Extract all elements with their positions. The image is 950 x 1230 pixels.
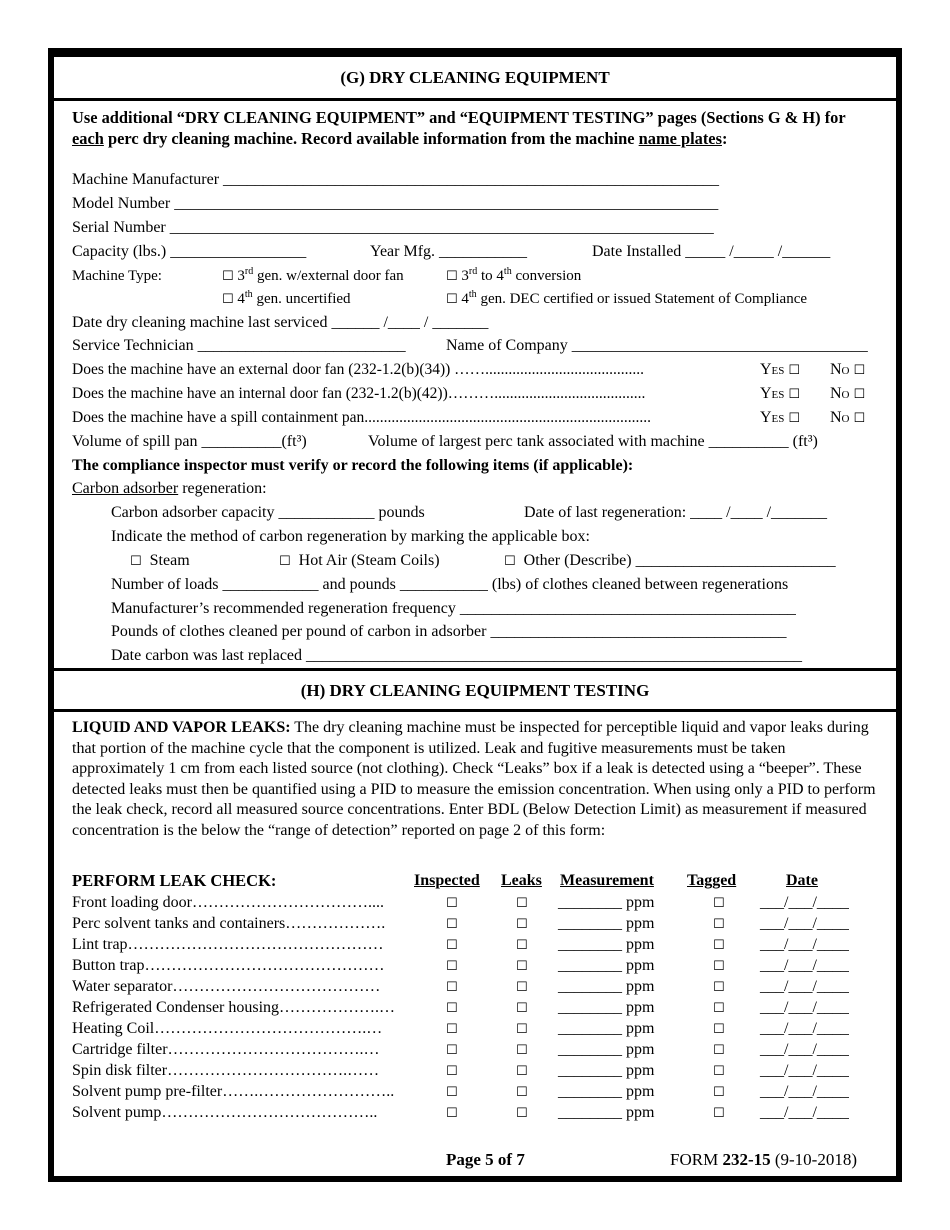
tagged-checkbox-icon[interactable]: ☐ (713, 980, 725, 995)
leaks-checkbox-icon[interactable]: ☐ (516, 1022, 528, 1037)
date-field[interactable]: ___/___/____ (760, 915, 849, 932)
leak-row-label: Front loading door…………………………….... (72, 894, 384, 911)
checkbox-icon[interactable]: ☐ (130, 554, 142, 569)
inspector-heading: The compliance inspector must verify or record the following items (if applicable): (72, 457, 634, 474)
col-date: Date (786, 872, 818, 889)
col-leaks: Leaks (501, 872, 542, 889)
date-installed-field[interactable]: Date Installed _____ /_____ /______ (592, 243, 831, 260)
date-field[interactable]: ___/___/____ (760, 1083, 849, 1100)
leaks-checkbox-icon[interactable]: ☐ (516, 938, 528, 953)
checkbox-icon[interactable]: ☐ (788, 411, 801, 426)
external-fan-yes[interactable] (760, 360, 800, 381)
machine-type-4th-dec[interactable] (446, 289, 807, 310)
year-mfg-field[interactable]: Year Mfg. ___________ (370, 243, 528, 260)
question-spill-pan: Does the machine have a spill containment pan.......................................................................... (72, 409, 652, 426)
checkbox-icon[interactable]: ☐ (788, 363, 801, 378)
date-field[interactable]: ___/___/____ (760, 1020, 849, 1037)
date-field[interactable]: ___/___/____ (760, 936, 849, 953)
volume-perc-tank-field[interactable]: Volume of largest perc tank associated with machine __________ (ft³) (368, 433, 818, 450)
yes-label: Yes (760, 385, 785, 402)
col-tagged: Tagged (687, 872, 737, 889)
checkbox-icon[interactable]: ☐ (853, 363, 866, 378)
checkbox-icon[interactable]: ☐ (222, 269, 234, 284)
measurement-field[interactable]: ________ ppm (558, 1020, 655, 1037)
date-field[interactable]: ___/___/____ (760, 894, 849, 911)
other-label: Other (Describe) _________________________ (523, 552, 836, 569)
leak-row-label: Spin disk filter…………………………….…… (72, 1062, 380, 1079)
leak-row-label: Cartridge filter……………………………….… (72, 1041, 380, 1058)
section-h-title: (H) DRY CLEANING EQUIPMENT TESTING (300, 681, 650, 700)
tagged-checkbox-icon[interactable]: ☐ (713, 1085, 725, 1100)
page-number: Page 5 of 7 (446, 1150, 525, 1169)
leaks-checkbox-icon[interactable]: ☐ (516, 1001, 528, 1016)
checkbox-icon[interactable]: ☐ (279, 554, 291, 569)
service-technician-field[interactable]: Service Technician __________________________ (72, 337, 406, 354)
measurement-field[interactable]: ________ ppm (558, 915, 655, 932)
tagged-checkbox-icon[interactable]: ☐ (713, 1001, 725, 1016)
internal-fan-no[interactable] (830, 384, 865, 405)
leak-row-label: Perc solvent tanks and containers………………. (72, 915, 386, 932)
date-carbon-replaced-field[interactable]: Date carbon was last replaced ______________________________________________________________ (111, 647, 803, 664)
yes-label: Yes (760, 361, 785, 378)
checkbox-icon[interactable]: ☐ (853, 411, 866, 426)
leaks-checkbox-icon[interactable]: ☐ (516, 1106, 528, 1121)
section-g-instructions: Use additional “DRY CLEANING EQUIPMENT” and “EQUIPMENT TESTING” pages (Sections G & H) for each perc dry cleaning machine. Record available information from the machine name plates: (72, 108, 846, 148)
inspected-checkbox-icon[interactable]: ☐ (446, 1085, 458, 1100)
leak-row-label: Heating Coil………………………………….… (72, 1020, 383, 1037)
tagged-checkbox-icon[interactable]: ☐ (713, 1043, 725, 1058)
yes-label: Yes (760, 409, 785, 426)
inspected-checkbox-icon[interactable]: ☐ (446, 1022, 458, 1037)
measurement-field[interactable]: ________ ppm (558, 936, 655, 953)
spill-pan-no[interactable] (830, 408, 865, 429)
machine-type-3rd-external[interactable] (222, 266, 404, 287)
measurement-field[interactable]: ________ ppm (558, 1041, 655, 1058)
date-last-serviced-field[interactable]: Date dry cleaning machine last serviced ______ /____ / _______ (72, 314, 489, 331)
tagged-checkbox-icon[interactable]: ☐ (713, 1064, 725, 1079)
leak-row-label: Refrigerated Condenser housing……………….… (72, 999, 396, 1016)
option-steam[interactable] (130, 551, 190, 572)
tagged-checkbox-icon[interactable]: ☐ (713, 1106, 725, 1121)
model-number-field[interactable]: Model Number ____________________________________________________________________ (72, 195, 719, 212)
machine-type-3rd-to-4th[interactable] (446, 266, 581, 287)
hot-air-label: Hot Air (Steam Coils) (298, 552, 440, 569)
regeneration-method-instructions: Indicate the method of carbon regeneration by marking the applicable box: (111, 528, 590, 545)
capacity-field[interactable]: Capacity (lbs.) _________________ (72, 243, 307, 260)
top-rule (54, 54, 896, 57)
spill-pan-yes[interactable] (760, 408, 800, 429)
carbon-adsorber-heading: Carbon adsorber regeneration: (72, 480, 267, 497)
mt-4th-dec-label: 4th gen. DEC certified or issued Statement of Compliance (461, 289, 808, 307)
inspected-checkbox-icon[interactable]: ☐ (446, 980, 458, 995)
inspected-checkbox-icon[interactable]: ☐ (446, 1106, 458, 1121)
leaks-checkbox-icon[interactable]: ☐ (516, 896, 528, 911)
serial-number-field[interactable]: Serial Number ____________________________________________________________________ (72, 219, 714, 236)
form-id: FORM 232-15 (9-10-2018) (670, 1150, 858, 1169)
leak-row-label: Solvent pump pre-filter…….…………………….. (72, 1083, 395, 1100)
leak-row-label: Lint trap………………………………………… (72, 936, 384, 953)
option-other[interactable] (504, 551, 836, 572)
number-of-loads-field[interactable]: Number of loads ____________ and pounds ___________ (lbs) of clothes cleaned between regenerations (111, 576, 789, 593)
no-label: No (830, 361, 850, 378)
inspected-checkbox-icon[interactable]: ☐ (446, 896, 458, 911)
date-field[interactable]: ___/___/____ (760, 978, 849, 995)
checkbox-icon[interactable]: ☐ (853, 387, 866, 402)
tagged-checkbox-icon[interactable]: ☐ (713, 959, 725, 974)
section-g-rule (54, 98, 896, 101)
date-field[interactable]: ___/___/____ (760, 1062, 849, 1079)
name-of-company-field[interactable]: Name of Company _____________________________________ (446, 337, 868, 354)
leaks-checkbox-icon[interactable]: ☐ (516, 980, 528, 995)
leaks-checkbox-icon[interactable]: ☐ (516, 1085, 528, 1100)
checkbox-icon[interactable]: ☐ (446, 269, 458, 284)
tagged-checkbox-icon[interactable]: ☐ (713, 938, 725, 953)
checkbox-icon[interactable]: ☐ (446, 292, 458, 307)
inspected-checkbox-icon[interactable]: ☐ (446, 1064, 458, 1079)
tagged-checkbox-icon[interactable]: ☐ (713, 896, 725, 911)
leaks-checkbox-icon[interactable]: ☐ (516, 1064, 528, 1079)
leaks-checkbox-icon[interactable]: ☐ (516, 959, 528, 974)
measurement-field[interactable]: ________ ppm (558, 1083, 655, 1100)
tagged-checkbox-icon[interactable]: ☐ (713, 917, 725, 932)
measurement-field[interactable]: ________ ppm (558, 999, 655, 1016)
measurement-field[interactable]: ________ ppm (558, 978, 655, 995)
mt-3rd-ext-label: 3rd gen. w/external door fan (237, 266, 404, 284)
section-h-rule (54, 709, 896, 712)
date-field[interactable]: ___/___/____ (760, 1041, 849, 1058)
machine-manufacturer-field[interactable]: Machine Manufacturer ______________________________________________________________ (72, 171, 720, 188)
checkbox-icon[interactable]: ☐ (222, 292, 234, 307)
option-hot-air[interactable] (279, 551, 440, 572)
measurement-field[interactable]: ________ ppm (558, 957, 655, 974)
col-measurement: Measurement (560, 872, 654, 889)
date-field[interactable]: ___/___/____ (760, 999, 849, 1016)
leak-check-heading: PERFORM LEAK CHECK: (72, 871, 277, 890)
measurement-field[interactable]: ________ ppm (558, 1062, 655, 1079)
leak-row-label: Button trap……………………………………… (72, 957, 385, 974)
volume-spill-pan-field[interactable]: Volume of spill pan __________(ft³) (72, 433, 307, 450)
measurement-field[interactable]: ________ ppm (558, 894, 655, 911)
date-last-regeneration-field[interactable]: Date of last regeneration: ____ /____ /_______ (524, 504, 828, 521)
inspected-checkbox-icon[interactable]: ☐ (446, 1001, 458, 1016)
question-external-door-fan: Does the machine have an external door fan (232-1.2(b)(34)) ……......................................... (72, 361, 645, 378)
checkbox-icon[interactable]: ☐ (504, 554, 516, 569)
leak-row-label: Water separator………………………………… (72, 978, 381, 995)
question-internal-door-fan: Does the machine have an internal door fan (232-1.2(b)(42))………....................................... (72, 385, 646, 402)
steam-label: Steam (149, 552, 190, 569)
internal-fan-yes[interactable] (760, 384, 800, 405)
pounds-per-carbon-field[interactable]: Pounds of clothes cleaned per pound of carbon in adsorber _____________________________________ (111, 623, 787, 640)
external-fan-no[interactable] (830, 360, 865, 381)
inspected-checkbox-icon[interactable]: ☐ (446, 938, 458, 953)
inspected-checkbox-icon[interactable]: ☐ (446, 1043, 458, 1058)
col-inspected: Inspected (414, 872, 480, 889)
no-label: No (830, 385, 850, 402)
date-field[interactable]: ___/___/____ (760, 957, 849, 974)
machine-type-4th-uncertified[interactable] (222, 289, 351, 310)
leak-row-label: Solvent pump………………………………….. (72, 1104, 378, 1121)
mt-4th-unc-label: 4th gen. uncertified (237, 289, 351, 307)
measurement-field[interactable]: ________ ppm (558, 1104, 655, 1121)
section-g-title: (G) DRY CLEANING EQUIPMENT (340, 68, 610, 87)
leaks-instructions: LIQUID AND VAPOR LEAKS: The dry cleaning machine must be inspected for perceptible liquid and vapor leaks during that portion of the machine cycle that the component is utilized. Leak and fugitive measurements must be taken approximately 1 cm from each listed source (not clothing). Check “Leaks” box if a leak is detected using a “beeper”. These detected leaks must then be quantified using a PID to measure the emission concentration. When using only a PID to perform the leak check, record all measured source concentrations. Enter BDL (Below Detection Limit) as measurement if measured concentration is the below the “range of detection” reported on page 2 of this form: (72, 719, 876, 839)
checkbox-icon[interactable]: ☐ (788, 387, 801, 402)
leaks-checkbox-icon[interactable]: ☐ (516, 917, 528, 932)
machine-type-label: Machine Type: (72, 268, 162, 284)
mt-3rd-4th-label: 3rd to 4th conversion (461, 266, 582, 284)
tagged-checkbox-icon[interactable]: ☐ (713, 1022, 725, 1037)
inspected-checkbox-icon[interactable]: ☐ (446, 959, 458, 974)
form-page-frame (48, 48, 902, 1182)
date-field[interactable]: ___/___/____ (760, 1104, 849, 1121)
leaks-checkbox-icon[interactable]: ☐ (516, 1043, 528, 1058)
inspected-checkbox-icon[interactable]: ☐ (446, 917, 458, 932)
section-h-top-rule (54, 668, 896, 671)
carbon-capacity-field[interactable]: Carbon adsorber capacity ____________ pounds (111, 504, 425, 521)
regeneration-frequency-field[interactable]: Manufacturer’s recommended regeneration frequency __________________________________________ (111, 600, 796, 617)
no-label: No (830, 409, 850, 426)
